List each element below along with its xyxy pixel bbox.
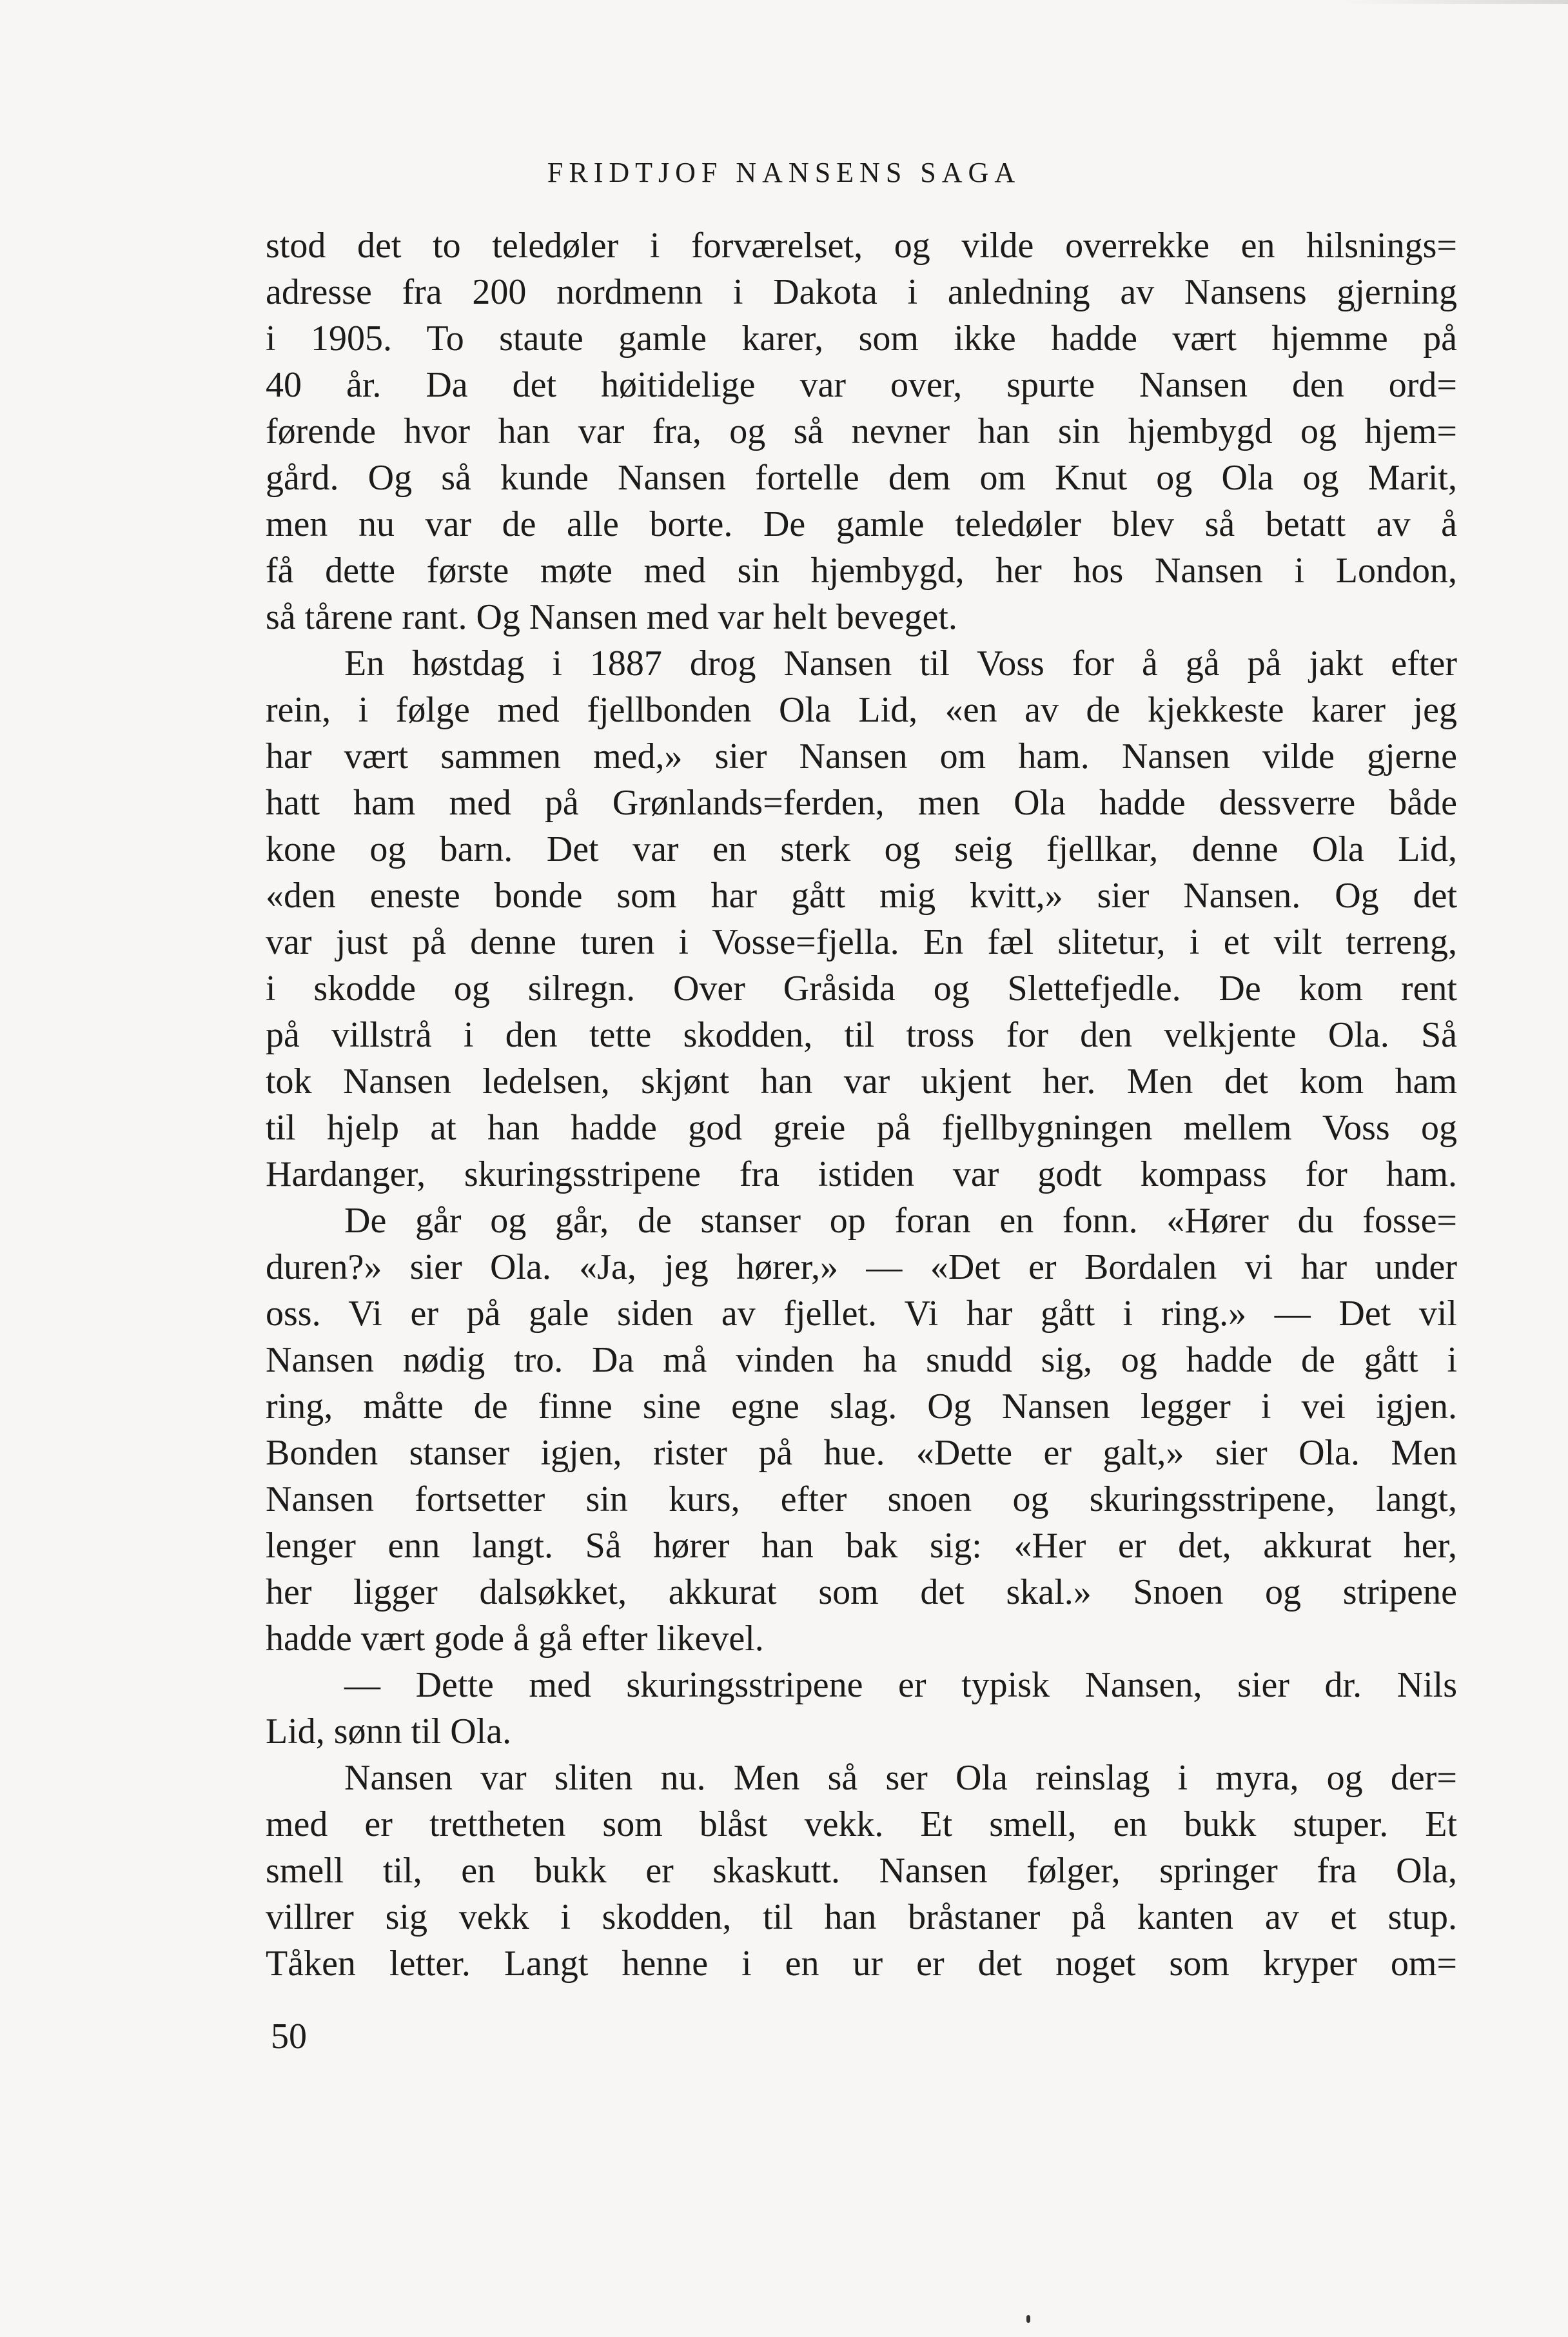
paragraph-first-line: — Dette med skuringsstripene er typisk Nansen, sier dr. Nils bbox=[344, 1665, 1457, 1705]
paragraph-first-line: Nansen var sliten nu. Men så ser Ola reinslag i myra, og der= bbox=[344, 1758, 1457, 1798]
text-line: stod det to teledøler i forværelset, og vilde overrekke en hilsnings= bbox=[266, 226, 1457, 266]
text-line: her ligger dalsøkket, akkurat som det skal.» Snoen og stripene bbox=[266, 1572, 1457, 1612]
text-line: men nu var de alle borte. De gamle teledøler blev så betatt av å bbox=[266, 504, 1457, 544]
text-line: Nansen fortsetter sin kurs, efter snoen og skuringsstripene, langt, bbox=[266, 1479, 1457, 1519]
text-line: duren?» sier Ola. «Ja, jeg hører,» — «Det er Bordalen vi har under bbox=[266, 1247, 1457, 1287]
text-line: tok Nansen ledelsen, skjønt han var ukjent her. Men det kom ham bbox=[266, 1061, 1457, 1101]
text-line: med er trettheten som blåst vekk. Et smell, en bukk stuper. Et bbox=[266, 1804, 1457, 1844]
text-line: har vært sammen med,» sier Nansen om ham. Nansen vilde gjerne bbox=[266, 736, 1457, 776]
running-header: FRIDTJOF NANSENS SAGA bbox=[547, 157, 1021, 188]
text-line: Nansen nødig tro. Da må vinden ha snudd sig, og hadde de gått i bbox=[266, 1340, 1457, 1380]
paragraph-first-line: De går og går, de stanser op foran en fonn. «Hører du fosse= bbox=[344, 1201, 1457, 1241]
text-line: adresse fra 200 nordmenn i Dakota i anledning av Nansens gjerning bbox=[266, 272, 1457, 312]
text-line: gård. Og så kunde Nansen fortelle dem om Knut og Ola og Marit, bbox=[266, 458, 1457, 498]
page-number: 50 bbox=[271, 2017, 307, 2056]
text-line: ring, måtte de finne sine egne slag. Og Nansen legger i vei igjen. bbox=[266, 1386, 1457, 1426]
text-line: Lid, sønn til Ola. bbox=[266, 1711, 512, 1751]
text-line: Bonden stanser igjen, rister på hue. «Dette er galt,» sier Ola. Men bbox=[266, 1433, 1457, 1473]
text-line: oss. Vi er på gale siden av fjellet. Vi har gått i ring.» — Det vil bbox=[266, 1294, 1457, 1334]
paragraph-first-line: En høstdag i 1887 drog Nansen til Voss for å gå på jakt efter bbox=[344, 644, 1457, 684]
text-line: førende hvor han var fra, og så nevner han sin hjembygd og hjem= bbox=[266, 411, 1457, 451]
body-text bbox=[266, 222, 1457, 1987]
print-speck bbox=[1026, 2315, 1030, 2323]
text-line: på villstrå i den tette skodden, til tross for den velkjente Ola. Så bbox=[266, 1015, 1457, 1055]
text-line: villrer sig vekk i skodden, til han bråstaner på kanten av et stup. bbox=[266, 1897, 1457, 1937]
text-line: Tåken letter. Langt henne i en ur er det noget som kryper om= bbox=[266, 1944, 1457, 1984]
text-line: få dette første møte med sin hjembygd, her hos Nansen i London, bbox=[266, 551, 1457, 591]
text-line: var just på denne turen i Vosse=fjella. En fæl slitetur, i et vilt terreng, bbox=[266, 922, 1457, 962]
page-edge-shadow bbox=[1341, 0, 1568, 4]
text-line: smell til, en bukk er skaskutt. Nansen følger, springer fra Ola, bbox=[266, 1851, 1457, 1891]
text-line: Hardanger, skuringsstripene fra istiden var godt kompass for ham. bbox=[266, 1154, 1457, 1194]
text-line: 40 år. Da det høitidelige var over, spurte Nansen den ord= bbox=[266, 365, 1457, 405]
text-line: hadde vært gode å gå efter likevel. bbox=[266, 1619, 764, 1659]
text-line: i 1905. To staute gamle karer, som ikke hadde vært hjemme på bbox=[266, 319, 1457, 359]
text-line: til hjelp at han hadde god greie på fjellbygningen mellem Voss og bbox=[266, 1108, 1457, 1148]
text-line: i skodde og silregn. Over Gråsida og Slettefjedle. De kom rent bbox=[266, 969, 1457, 1009]
text-line: hatt ham med på Grønlands=ferden, men Ola hadde dessverre både bbox=[266, 783, 1457, 823]
text-line: rein, i følge med fjellbonden Ola Lid, «en av de kjekkeste karer jeg bbox=[266, 690, 1457, 730]
text-line: lenger enn langt. Så hører han bak sig: «Her er det, akkurat her, bbox=[266, 1526, 1457, 1566]
text-line: så tårene rant. Og Nansen med var helt beveget. bbox=[266, 597, 957, 637]
text-line: «den eneste bonde som har gått mig kvitt,» sier Nansen. Og det bbox=[266, 876, 1457, 916]
text-line: kone og barn. Det var en sterk og seig fjellkar, denne Ola Lid, bbox=[266, 829, 1457, 869]
